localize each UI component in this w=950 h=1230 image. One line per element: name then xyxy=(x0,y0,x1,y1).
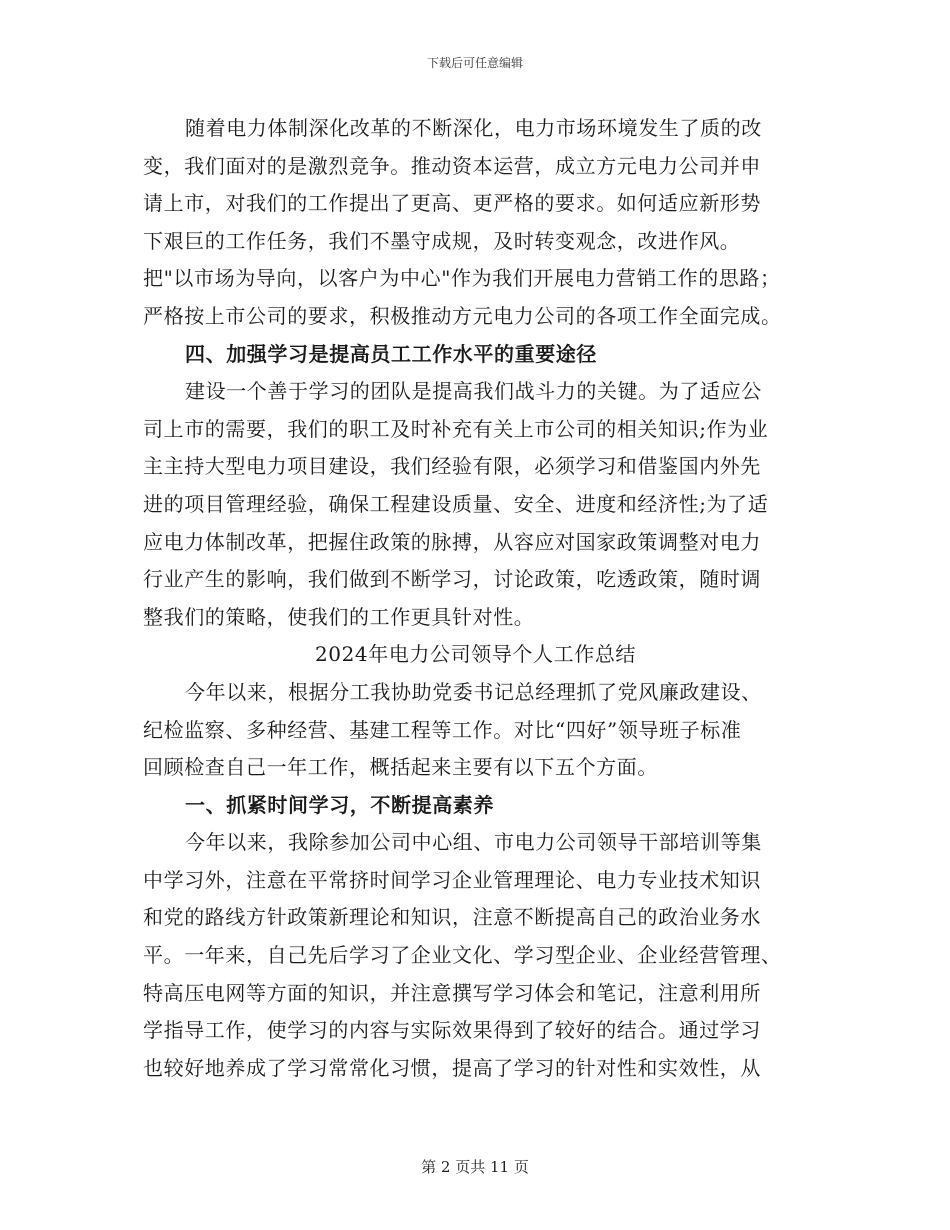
paragraph-line: 严格按上市公司的要求，积极推动方元电力公司的各项工作全面完成。 xyxy=(143,303,782,328)
paragraph-line: 整我们的策略，使我们的工作更具针对性。 xyxy=(143,604,535,629)
paragraph-line: 随着电力体制深化改革的不断深化，电力市场环境发生了质的改 xyxy=(185,116,762,140)
paragraph-line: 行业产生的影响，我们做到不断学习，讨论政策，吃透政策，随时调 xyxy=(143,567,761,592)
paragraph-line: 回顾检查自己一年工作，概括起来主要有以下五个方面。 xyxy=(143,755,658,780)
paragraph-line: 纪检监察、多种经营、基建工程等工作。对比“四好”领导班子标准 xyxy=(143,717,742,742)
document-title: 2024年电力公司领导个人工作总结 xyxy=(314,642,637,667)
paragraph-line: 建设一个善于学习的团队是提高我们战斗力的关键。为了适应公 xyxy=(185,379,762,404)
paragraph-line: 特高压电网等方面的知识，并注意撰写学习体会和笔记，注意利用所 xyxy=(143,980,761,1005)
paragraph-line: 平。一年来，自己先后学习了企业文化、学习型企业、企业经营管理、 xyxy=(143,943,782,968)
paragraph-line: 和党的路线方针政策新理论和知识，注意不断提高自己的政治业务水 xyxy=(143,905,761,930)
paragraph-line: 学指导工作，使学习的内容与实际效果得到了较好的结合。通过学习 xyxy=(143,1018,761,1043)
paragraph-line: 变，我们面对的是激烈竞争。推动资本运营，成立方元电力公司并申 xyxy=(143,153,761,178)
paragraph-line: 应电力体制改革，把握住政策的脉搏，从容应对国家政策调整对电力 xyxy=(143,529,761,554)
paragraph-line: 请上市，对我们的工作提出了更高、更严格的要求。如何适应新形势 xyxy=(143,191,761,216)
section-heading: 四、加强学习是提高员工工作水平的重要途径 xyxy=(185,341,597,366)
paragraph-line: 主主持大型电力项目建设，我们经验有限，必须学习和借鉴国内外先 xyxy=(143,454,761,479)
paragraph-line: 今年以来，我除参加公司中心组、市电力公司领导干部培训等集 xyxy=(185,830,762,855)
paragraph-line: 也较好地养成了学习常常化习惯，提高了学习的针对性和实效性，从 xyxy=(143,1055,761,1080)
paragraph-line: 把"以市场为导向，以客户为中心"作为我们开展电力营销工作的思路； xyxy=(143,266,781,291)
page-header: 下载后可任意编辑 xyxy=(426,56,523,70)
paragraph-line: 今年以来，根据分工我协助党委书记总经理抓了党风廉政建设、 xyxy=(185,679,762,704)
page-number: 第 2 页共 11 页 xyxy=(421,1158,529,1176)
paragraph-line: 中学习外，注意在平常挤时间学习企业管理理论、电力专业技术知识 xyxy=(143,867,761,892)
document-body xyxy=(143,110,808,1087)
paragraph-line: 下艰巨的工作任务，我们不墨守成规，及时转变观念，改进作风。 xyxy=(143,228,741,253)
paragraph-line: 进的项目管理经验，确保工程建设质量、安全、进度和经济性;为了适 xyxy=(143,491,769,516)
paragraph-line: 司上市的需要，我们的职工及时补充有关上市公司的相关知识;作为业 xyxy=(143,416,769,441)
section-heading: 一、抓紧时间学习，不断提高素养 xyxy=(185,792,494,817)
